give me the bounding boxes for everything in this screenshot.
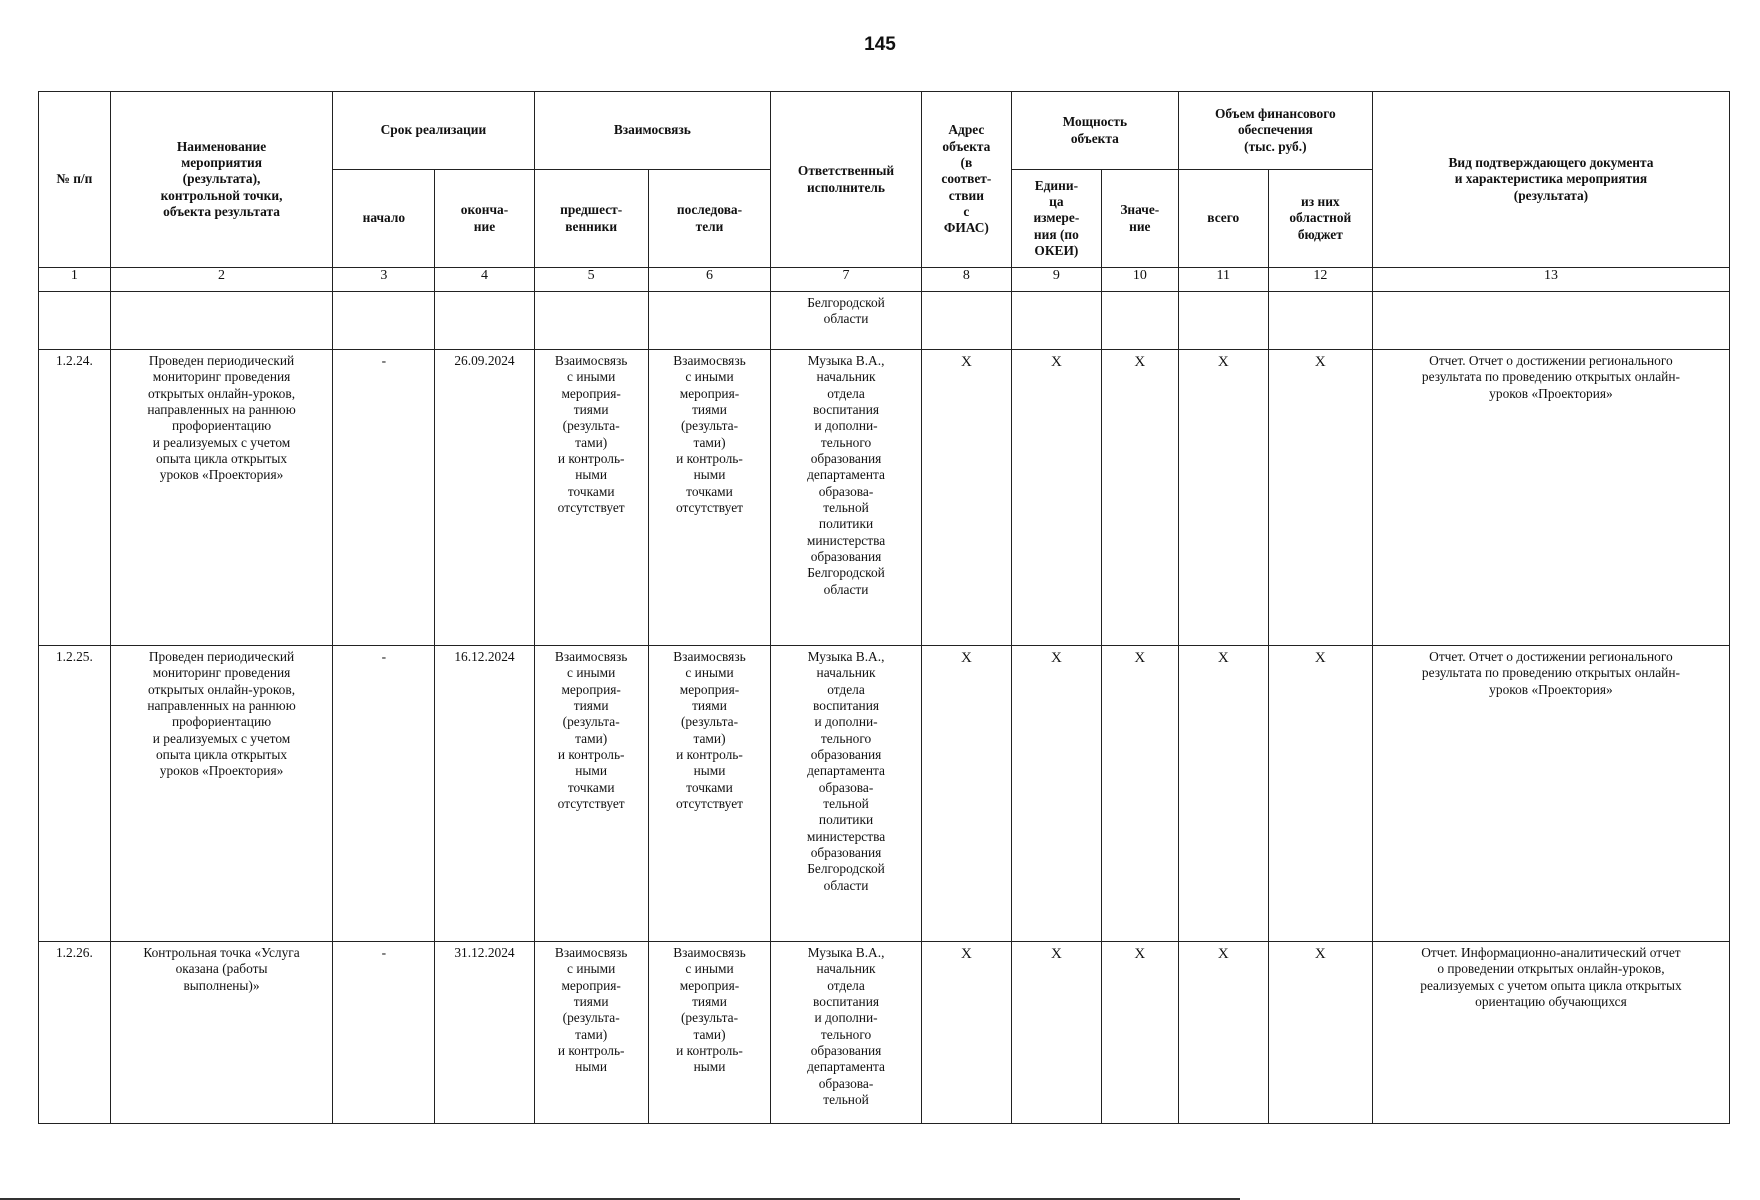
unit-cell: X <box>1011 350 1101 646</box>
responsible-cell: Белгородской области <box>771 292 922 350</box>
predecessors-cell: Взаимосвязь с иными мероприя- тиями (результа- тами) и контроль- ными <box>534 942 648 1124</box>
table-row <box>39 350 1730 646</box>
header-num: № п/п <box>39 92 111 268</box>
header-group-finance: Объем финансового обеспечения (тыс. руб.) <box>1178 92 1372 170</box>
header-predecessors: предшест- венники <box>534 170 648 268</box>
document-cell: Отчет. Информационно-аналитический отчет о проведении открытых онлайн-уроков, реализуемых с учетом опыта цикла открытых ориентацию обучающихся <box>1372 942 1729 1124</box>
column-number: 2 <box>110 268 332 292</box>
column-number: 11 <box>1178 268 1268 292</box>
unit-cell: X <box>1011 646 1101 942</box>
regional-cell: X <box>1268 942 1372 1124</box>
header-group-power: Мощность объекта <box>1011 92 1178 170</box>
value-cell: X <box>1101 350 1178 646</box>
table-cell <box>110 292 332 350</box>
table-cell <box>1268 292 1372 350</box>
header-group-link: Взаимосвязь <box>534 92 771 170</box>
column-number: 9 <box>1011 268 1101 292</box>
column-number: 4 <box>435 268 534 292</box>
column-number: 13 <box>1372 268 1729 292</box>
table-cell <box>1178 292 1268 350</box>
activity-name: Проведен периодический мониторинг проведения открытых онлайн-уроков, направленных на раннюю профориентацию и реализуемых с учетом опыта цикла открытых уроков «Проектория» <box>110 350 332 646</box>
document-cell: Отчет. Отчет о достижении регионального результата по проведению открытых онлайн- уроков «Проектория» <box>1372 350 1729 646</box>
table-cell <box>534 292 648 350</box>
predecessors-cell: Взаимосвязь с иными мероприя- тиями (результа- тами) и контроль- ными точками отсутствует <box>534 646 648 942</box>
table-cell <box>648 292 770 350</box>
successors-cell: Взаимосвязь с иными мероприя- тиями (результа- тами) и контроль- ными <box>648 942 770 1124</box>
total-cell: X <box>1178 350 1268 646</box>
header-start: начало <box>333 170 435 268</box>
table-cell <box>1011 292 1101 350</box>
header-successors: последова- тели <box>648 170 770 268</box>
activity-name: Проведен периодический мониторинг проведения открытых онлайн-уроков, направленных на раннюю профориентацию и реализуемых с учетом опыта цикла открытых уроков «Проектория» <box>110 646 332 942</box>
address-cell: X <box>921 350 1011 646</box>
header-group-srok: Срок реализации <box>333 92 534 170</box>
header-end: оконча- ние <box>435 170 534 268</box>
regional-cell: X <box>1268 646 1372 942</box>
total-cell: X <box>1178 942 1268 1124</box>
header-total: всего <box>1178 170 1268 268</box>
table-cell <box>921 292 1011 350</box>
column-number: 7 <box>771 268 922 292</box>
responsible-cell: Музыка В.А., начальник отдела воспитания и дополни- тельного образования департамента образова- тельной политики министерства образования Белгородской области <box>771 350 922 646</box>
table-cell <box>435 292 534 350</box>
header-address: Адрес объекта (в соответ- ствии с ФИАС) <box>921 92 1011 268</box>
address-cell: X <box>921 942 1011 1124</box>
table-cell <box>1101 292 1178 350</box>
column-number-row <box>39 268 1730 292</box>
table-cell <box>1372 292 1729 350</box>
end-date: 16.12.2024 <box>435 646 534 942</box>
table-header <box>39 92 1730 268</box>
header-document: Вид подтверждающего документа и характеристика мероприятия (результата) <box>1372 92 1729 268</box>
column-number: 12 <box>1268 268 1372 292</box>
responsible-cell: Музыка В.А., начальник отдела воспитания и дополни- тельного образования департамента образова- тельной <box>771 942 922 1124</box>
activities-table <box>38 91 1730 1124</box>
continuation-row <box>39 292 1730 350</box>
start-date: - <box>333 646 435 942</box>
value-cell: X <box>1101 646 1178 942</box>
column-number: 1 <box>39 268 111 292</box>
address-cell: X <box>921 646 1011 942</box>
end-date: 26.09.2024 <box>435 350 534 646</box>
end-date: 31.12.2024 <box>435 942 534 1124</box>
column-number: 6 <box>648 268 770 292</box>
successors-cell: Взаимосвязь с иными мероприя- тиями (результа- тами) и контроль- ными точками отсутствует <box>648 350 770 646</box>
column-number: 3 <box>333 268 435 292</box>
row-number: 1.2.24. <box>39 350 111 646</box>
column-number: 8 <box>921 268 1011 292</box>
total-cell: X <box>1178 646 1268 942</box>
page-number: 145 <box>864 34 896 55</box>
row-number: 1.2.26. <box>39 942 111 1124</box>
predecessors-cell: Взаимосвязь с иными мероприя- тиями (результа- тами) и контроль- ными точками отсутствует <box>534 350 648 646</box>
value-cell: X <box>1101 942 1178 1124</box>
column-number: 10 <box>1101 268 1178 292</box>
table-cell <box>333 292 435 350</box>
document-cell: Отчет. Отчет о достижении регионального результата по проведению открытых онлайн- уроков «Проектория» <box>1372 646 1729 942</box>
responsible-cell: Музыка В.А., начальник отдела воспитания и дополни- тельного образования департамента образова- тельной политики министерства образования Белгородской области <box>771 646 922 942</box>
header-responsible: Ответственный исполнитель <box>771 92 922 268</box>
header-value: Значе- ние <box>1101 170 1178 268</box>
successors-cell: Взаимосвязь с иными мероприя- тиями (результа- тами) и контроль- ными точками отсутствует <box>648 646 770 942</box>
table-row <box>39 942 1730 1124</box>
header-regional: из них областной бюджет <box>1268 170 1372 268</box>
regional-cell: X <box>1268 350 1372 646</box>
row-number: 1.2.25. <box>39 646 111 942</box>
activity-name: Контрольная точка «Услуга оказана (работы выполнены)» <box>110 942 332 1124</box>
table-row <box>39 646 1730 942</box>
start-date: - <box>333 350 435 646</box>
header-name: Наименование мероприятия (результата), контрольной точки, объекта результата <box>110 92 332 268</box>
column-number: 5 <box>534 268 648 292</box>
header-unit: Едини- ца измере- ния (по ОКЕИ) <box>1011 170 1101 268</box>
unit-cell: X <box>1011 942 1101 1124</box>
table-cell <box>39 292 111 350</box>
start-date: - <box>333 942 435 1124</box>
